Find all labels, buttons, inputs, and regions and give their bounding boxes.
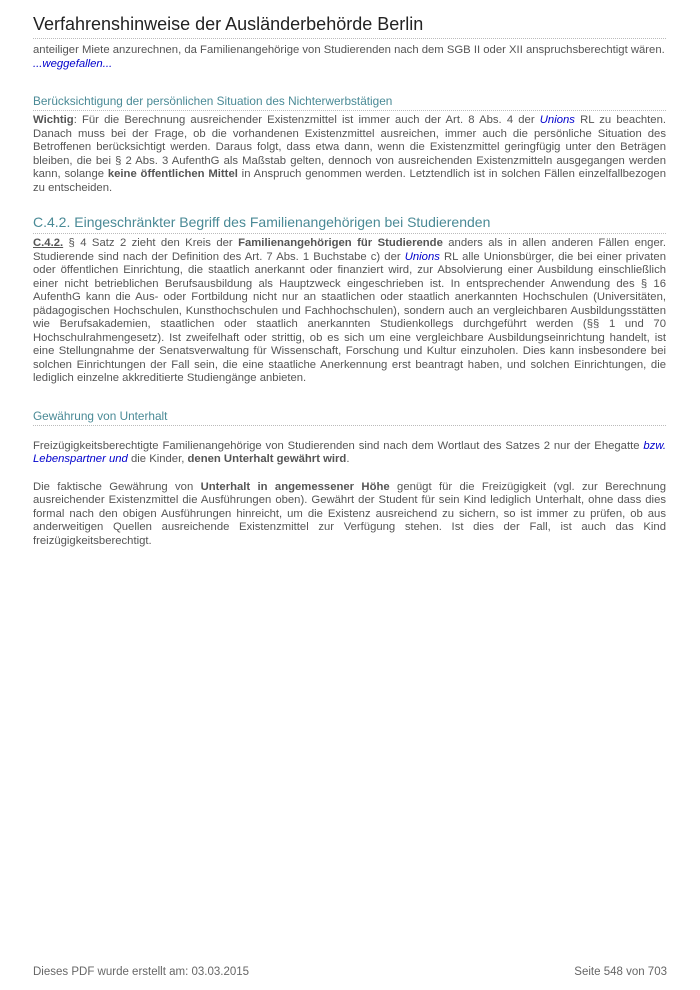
intro-paragraph	[33, 44, 666, 71]
c42-paragraph: C.4.2. § 4 Satz 2 zieht den Kreis der Familienangehörigen für Studierende anders als in allen anderen Fällen enger. Studierende sind nach der Definition des Art. 7 Abs. 1 Buchstabe c) der Unions RL alle Unionsbürger, die bei einer privaten oder öffentlichen Einrichtung, die staatlich anerkannt oder finanziert wird, zur Absolvierung einer Ausbildung einschließlich einer nicht betrieblichen Berufsausbildung als Hauptzweck eingeschrieben ist. In entsprechender Anwendung des § 16 AufenthG kann die Aus- oder Fortbildung nicht nur an staatlichen oder staatlich anerkannten Hochschulen (Universitäten, pädagogischen Hochschulen, Kunsthochschulen und Fachhochschulen), sondern auch an vergleichbaren Ausbildungsstätten wie Berufsakademien, staatlichen oder staatlich anerkannten Studienkollegs durchgeführt werden (§§ 1 und 70 Hochschulrahmengesetz). Ist zweifelhaft oder strittig, ob es sich um eine vergleichbare Ausbildungseinrichtung handelt, ist eine Stellungnahme der Senatsverwaltung für Wissenschaft, Forschung und Kultur einzuholen. Dies kann insbesondere bei solchen Einrichtungen der Fall sein, die eine staatliche Anerkennung erst beantragt haben, und solchen Einrichtungen, die lediglich einzelne akkreditierte Studiengänge anbieten.	[33, 237, 667, 384]
section-heading-personal-situation: Berücksichtigung der persönlichen Situation des Nichterwerbstätigen	[33, 94, 666, 111]
section-heading-maintenance: Gewährung von Unterhalt	[33, 409, 666, 426]
removed-note: ...weggefallen...	[33, 57, 113, 70]
document-title: Verfahrenshinweise der Ausländerbehörde Berlin	[33, 13, 666, 39]
page-number: Seite 548 von 703	[574, 966, 667, 978]
important-label: Wichtig	[33, 114, 74, 126]
spouse-partner-link[interactable]: bzw. Lebenspartner und	[33, 439, 666, 465]
pdf-created-date: Dieses PDF wurde erstellt am: 03.03.2015	[33, 966, 250, 978]
page-footer	[33, 966, 667, 978]
intro-text: anteiliger Miete anzurechnen, da Familienangehörige von Studierenden nach dem SGB II oder XII anspruchsberechtigt wären.	[33, 44, 665, 56]
section-marker: C.4.2.	[33, 237, 64, 249]
maintenance-paragraph-1: Freizügigkeitsberechtigte Familienangehörige von Studierenden sind nach dem Wortlaut des Satzes 2 nur der Ehegatte bzw. Lebenspartner und die Kinder, denen Unterhalt gewährt wird.	[33, 439, 666, 465]
section-heading-c42: C.4.2. Eingeschränkter Begriff des Familienangehörigen bei Studierenden	[33, 214, 666, 234]
maintenance-paragraph-2: Die faktische Gewährung von Unterhalt in angemessener Höhe genügt für die Freizügigkeit (vgl. zur Berechnung ausreichender Existenzmittel die Ausführungen oben). Gewährt der Student für sein Kind lediglich Unterhalt, ohne dass dies formal nach den obigen Ausführungen hinreicht, um die Existenz ausreichend zu sichern, so ist immer zu prüfen, ob aus anderweitigen Quellen ausreichende Existenzmittel zur Verfügung stehen. Ist dies der Fall, ist auch das Kind freizügigkeitsberechtigt.	[33, 480, 666, 547]
personal-situation-paragraph: Wichtig: Für die Berechnung ausreichender Existenzmittel ist immer auch der Art. 8 Abs. 4 der Unions RL zu beachten. Danach muss bei der Frage, ob die vorhandenen Existenzmittel ausreichen, immer auch die persönliche Situation des Betroffenen berücksichtigt werden. Daraus folgt, dass etwa dann, wenn die Existenzmittel geringfügig unter den Beträgen bleiben, die bei § 2 Abs. 3 AufenthG als Maßstab gelten, dennoch von ausreichenden Existenzmitteln ausgegangen werden kann, solange keine öffentlichen Mittel in Anspruch genommen werden. Letztendlich ist in solchen Fällen einzelfallbezogen zu entscheiden.	[33, 114, 666, 194]
unions-link[interactable]: Unions	[539, 114, 575, 126]
document-page	[33, 0, 666, 548]
unions-link[interactable]: Unions	[404, 250, 440, 263]
